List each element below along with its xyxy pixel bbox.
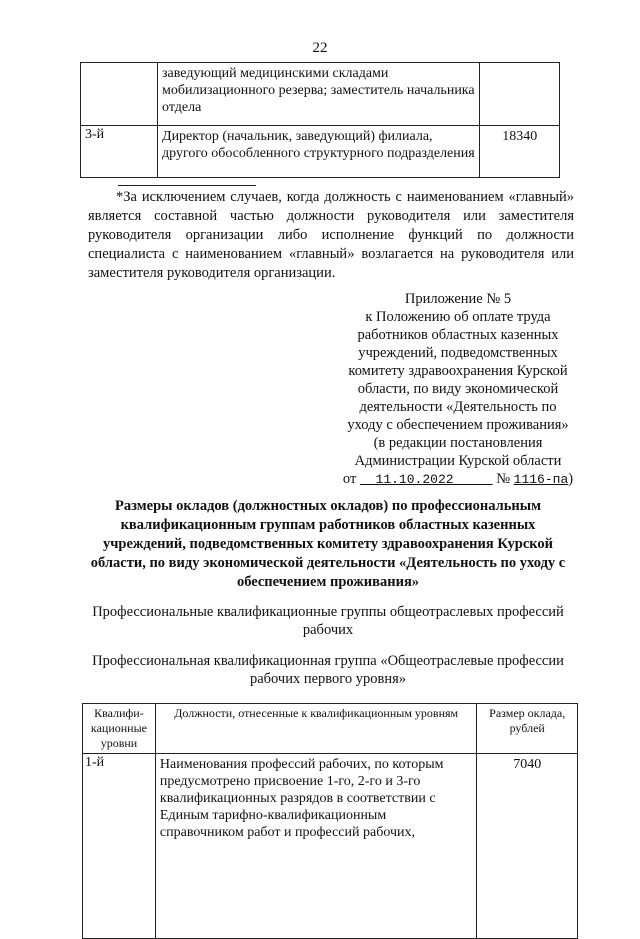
appendix-block	[320, 290, 596, 489]
page-number: 22	[312, 40, 328, 56]
footnote-divider	[118, 185, 256, 186]
appendix-line: (в редакции постановления	[373, 435, 543, 451]
appendix-line: деятельности «Деятельность по	[359, 399, 557, 415]
positions-cell: Директор (начальник, заведующий) филиала, другого обособленного структурного подразделения	[158, 126, 480, 178]
document-heading: Размеры окладов (должностных окладов) по профессиональным квалификационным группам работников областных казенных учреждений, подведомственных комитету здравоохранения Курской области, по виду экономической деятельности «Деятельность по уходу с обеспечением проживания»	[90, 498, 566, 590]
from-label: от	[342, 471, 357, 487]
appendix-line: комитету здравоохранения Курской	[348, 363, 568, 379]
table-header-row	[83, 704, 578, 754]
appendix-line: области, по виду экономической	[357, 381, 559, 397]
table-row	[81, 126, 560, 178]
appendix-line: Администрации Курской области	[354, 453, 562, 469]
salary-cell	[480, 63, 560, 126]
decree-number: 1116-па	[513, 472, 569, 487]
number-label: №	[496, 471, 511, 487]
appendix-line: работников областных казенных	[357, 327, 559, 343]
positions-cell: Наименования профессий рабочих, по которым предусмотрено присвоение 1-го, 2-го и 3-го квалификационных разрядов в соответствии с Единым тарифно-квалификационным справочником работ и профессий рабочих,	[155, 754, 477, 939]
appendix-line: уходу с обеспечением проживания»	[347, 417, 569, 433]
appendix-date-line	[320, 470, 596, 489]
close-paren: )	[568, 471, 574, 487]
table-row	[83, 754, 578, 939]
positions-cell: заведующий медицинскими складами мобилизационного резерва; заместитель начальника отдела	[158, 63, 480, 126]
salary-table	[82, 703, 578, 939]
footnote: *За исключением случаев, когда должность с наименованием «главный» является составной частью должности руководителя или заместителя руководителя организации либо исполнение функций по должности специалиста с наименованием «главный» возлагается на руководителя или заместителя руководителя организации.	[88, 189, 574, 281]
table-row	[81, 63, 560, 126]
group-subheading: Профессиональные квалификационные группы общеотраслевых профессий рабочих	[92, 604, 564, 638]
level-cell: 3-й	[81, 126, 158, 178]
salary-cell: 18340	[480, 126, 560, 178]
appendix-line: Приложение № 5	[404, 291, 512, 307]
decree-date: 11.10.2022	[375, 472, 454, 487]
salary-cell: 7040	[477, 754, 578, 939]
column-header-salary: Размер оклада, рублей	[477, 704, 578, 754]
level-cell	[81, 63, 158, 126]
qualification-group-title: Профессиональная квалификационная группа «Общеотраслевые профессии рабочих первого уровня»	[92, 653, 564, 687]
column-header-positions: Должности, отнесенные к квалификационным уровням	[155, 704, 477, 754]
appendix-line: учреждений, подведомственных	[358, 345, 558, 361]
salary-table-continued	[80, 62, 560, 178]
column-header-level: Квалифи-кационные уровни	[83, 704, 156, 754]
level-cell: 1-й	[83, 754, 156, 939]
appendix-line: к Положению об оплате труда	[365, 309, 551, 325]
